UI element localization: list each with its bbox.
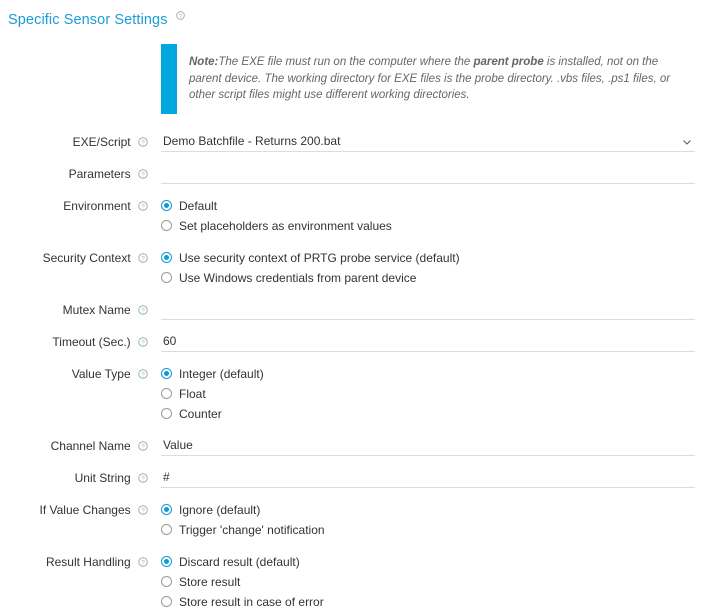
label-security-context-text: Security Context — [42, 251, 131, 266]
note-text-1: The EXE file must run on the computer where the — [218, 56, 474, 68]
radio-label: Trigger 'change' notification — [179, 522, 325, 537]
environment-radio-group — [161, 194, 699, 235]
row-mutex-name — [0, 298, 704, 320]
help-icon[interactable] — [138, 336, 148, 346]
radio-icon[interactable] — [161, 576, 172, 587]
help-icon[interactable] — [138, 440, 148, 450]
row-channel-name — [0, 434, 704, 456]
field-environment — [161, 194, 704, 236]
field-value-type — [161, 362, 704, 424]
if-value-changes-radio-group — [161, 498, 699, 539]
field-security-context — [161, 246, 704, 288]
svg-text:?: ? — [178, 13, 182, 20]
help-icon[interactable] — [138, 136, 148, 146]
label-channel-name — [0, 434, 148, 453]
field-channel-name — [161, 434, 704, 456]
row-unit-string — [0, 466, 704, 488]
help-icon[interactable] — [138, 168, 148, 178]
help-icon[interactable] — [138, 368, 148, 378]
radio-label: Use security context of PRTG probe service (default) — [179, 250, 460, 265]
svg-text:?: ? — [141, 171, 145, 179]
radio-option[interactable] — [161, 364, 699, 383]
help-icon[interactable] — [176, 8, 185, 20]
field-unit-string — [161, 466, 704, 488]
radio-label: Use Windows credentials from parent device — [179, 270, 417, 285]
label-environment — [0, 194, 148, 213]
row-security-context — [0, 246, 704, 288]
unit-string-input[interactable] — [161, 466, 695, 488]
help-icon[interactable] — [138, 556, 148, 566]
radio-label: Counter — [179, 406, 222, 421]
radio-option[interactable] — [161, 404, 699, 423]
field-parameters — [161, 162, 704, 184]
label-mutex-name-text: Mutex Name — [62, 303, 131, 318]
unit-string-value: # — [163, 469, 170, 484]
radio-icon[interactable] — [161, 504, 172, 515]
label-unit-string — [0, 466, 148, 485]
radio-option[interactable] — [161, 592, 699, 611]
page-title-text: Specific Sensor Settings — [8, 12, 168, 28]
radio-icon[interactable] — [161, 200, 172, 211]
result-handling-radio-group — [161, 550, 699, 611]
radio-label: Discard result (default) — [179, 554, 300, 569]
row-exe-script — [0, 130, 704, 152]
radio-option[interactable] — [161, 268, 699, 287]
parameters-input[interactable] — [161, 162, 695, 184]
label-security-context — [0, 246, 148, 265]
field-timeout — [161, 330, 704, 352]
label-parameters-text: Parameters — [68, 167, 131, 182]
radio-label: Integer (default) — [179, 366, 264, 381]
row-environment — [0, 194, 704, 236]
page-title — [0, 0, 704, 28]
label-channel-name-text: Channel Name — [50, 439, 131, 454]
chevron-down-icon[interactable] — [682, 136, 691, 145]
field-if-value-changes — [161, 498, 704, 540]
svg-text:?: ? — [141, 443, 145, 451]
timeout-value: 60 — [163, 333, 177, 348]
radio-icon[interactable] — [161, 272, 172, 283]
help-icon[interactable] — [138, 472, 148, 482]
timeout-input[interactable] — [161, 330, 695, 352]
help-icon[interactable] — [138, 304, 148, 314]
help-icon[interactable] — [138, 200, 148, 210]
label-value-type-text: Value Type — [71, 367, 131, 382]
radio-label: Float — [179, 386, 206, 401]
label-unit-string-text: Unit String — [74, 471, 131, 486]
row-value-type — [0, 362, 704, 424]
note-label: Note: — [189, 56, 219, 68]
radio-icon[interactable] — [161, 556, 172, 567]
exe-script-value: Demo Batchfile - Returns 200.bat — [163, 133, 341, 148]
note-accent-bar — [161, 44, 177, 114]
help-icon[interactable] — [138, 252, 148, 262]
exe-script-select[interactable] — [161, 130, 695, 152]
svg-text:?: ? — [141, 203, 145, 211]
row-parameters — [0, 162, 704, 184]
value-type-radio-group — [161, 362, 699, 423]
security-context-radio-group — [161, 246, 699, 287]
radio-option[interactable] — [161, 248, 699, 267]
svg-text:?: ? — [141, 339, 145, 347]
radio-option[interactable] — [161, 520, 699, 539]
svg-text:?: ? — [141, 139, 145, 147]
radio-label: Store result in case of error — [179, 594, 324, 609]
radio-option[interactable] — [161, 552, 699, 571]
label-parameters — [0, 162, 148, 181]
label-exe-script — [0, 130, 148, 149]
radio-icon[interactable] — [161, 388, 172, 399]
label-timeout — [0, 330, 148, 349]
svg-text:?: ? — [141, 307, 145, 315]
note-text — [177, 44, 699, 114]
help-icon[interactable] — [138, 504, 148, 514]
channel-name-input[interactable] — [161, 434, 695, 456]
svg-text:?: ? — [141, 255, 145, 263]
radio-icon[interactable] — [161, 252, 172, 263]
radio-option[interactable] — [161, 216, 699, 235]
field-exe-script — [161, 130, 704, 152]
radio-label: Default — [179, 198, 218, 213]
label-value-type — [0, 362, 148, 381]
radio-icon[interactable] — [161, 524, 172, 535]
radio-option[interactable] — [161, 500, 699, 519]
label-mutex-name — [0, 298, 148, 317]
label-exe-script-text: EXE/Script — [72, 135, 131, 150]
note-callout — [161, 44, 699, 114]
row-if-value-changes — [0, 498, 704, 540]
svg-text:?: ? — [141, 559, 145, 567]
radio-option[interactable] — [161, 572, 699, 591]
label-if-value-changes-text: If Value Changes — [39, 503, 131, 518]
radio-label: Store result — [179, 574, 241, 589]
note-bold-1: parent probe — [473, 56, 544, 68]
row-timeout — [0, 330, 704, 352]
row-result-handling — [0, 550, 704, 612]
mutex-name-input[interactable] — [161, 298, 695, 320]
radio-icon[interactable] — [161, 368, 172, 379]
field-mutex-name — [161, 298, 704, 320]
radio-label: Set placeholders as environment values — [179, 218, 392, 233]
svg-text:?: ? — [141, 371, 145, 379]
radio-option[interactable] — [161, 196, 699, 215]
label-result-handling — [0, 550, 148, 569]
svg-text:?: ? — [141, 475, 145, 483]
radio-icon[interactable] — [161, 408, 172, 419]
label-if-value-changes — [0, 498, 148, 517]
radio-icon[interactable] — [161, 220, 172, 231]
field-result-handling — [161, 550, 704, 612]
channel-name-value: Value — [163, 437, 193, 452]
label-environment-text: Environment — [63, 199, 131, 214]
radio-label: Ignore (default) — [179, 502, 261, 517]
label-result-handling-text: Result Handling — [45, 555, 131, 570]
note-text-2: is installed, not on the parent device. The working directory for EXE files is the probe directory. .vbs files, .ps1 files, or other script files might use different working directories. — [189, 56, 671, 102]
radio-option[interactable] — [161, 384, 699, 403]
label-timeout-text: Timeout (Sec.) — [52, 335, 131, 350]
svg-text:?: ? — [141, 507, 145, 515]
radio-icon[interactable] — [161, 596, 172, 607]
